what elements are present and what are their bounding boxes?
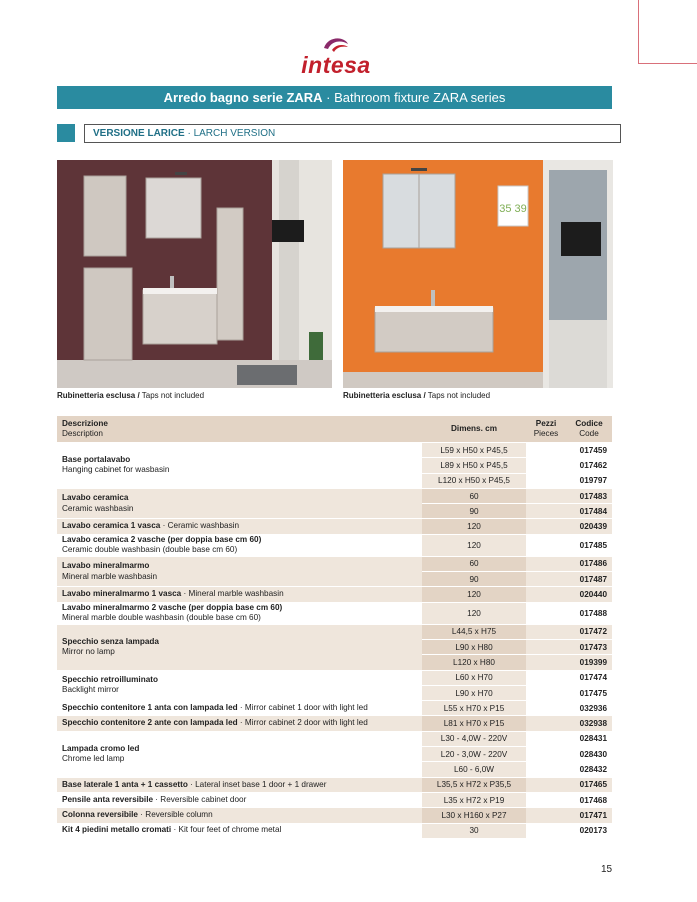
row-dimensions: 30: [422, 823, 526, 838]
row-dimensions: L20 - 3,0W - 220V: [422, 747, 526, 762]
row-code: 017484: [566, 504, 612, 519]
row-description: Kit 4 piedini metallo cromati · Kit four feet of chrome metal: [57, 823, 422, 838]
product-photo-left: [57, 160, 332, 388]
header-code: Codice Code: [566, 416, 612, 443]
brand-logo: [296, 34, 376, 80]
title-rest: · Bathroom fixture ZARA series: [322, 90, 506, 105]
row-dimensions: L30 - 4,0W - 220V: [422, 731, 526, 746]
table-row: [57, 792, 612, 807]
row-pieces: [526, 777, 566, 792]
row-description: Specchio contenitore 1 anta con lampada led · Mirror cabinet 1 door with light led: [57, 701, 422, 716]
header-description: Descrizione Description: [57, 416, 422, 443]
row-description: Lavabo ceramica 1 vasca · Ceramic washbasin: [57, 519, 422, 534]
version-heading: [84, 124, 621, 143]
row-code: 017488: [566, 602, 612, 624]
row-pieces: [526, 602, 566, 624]
row-code: 017474: [566, 670, 612, 685]
row-code: 017465: [566, 777, 612, 792]
row-pieces: [526, 504, 566, 519]
row-dimensions: L35 x H72 x P19: [422, 792, 526, 807]
row-code: 028431: [566, 731, 612, 746]
row-description: Base portalavabo Hanging cabinet for wasbasin: [57, 443, 422, 489]
row-description: Base laterale 1 anta + 1 cassetto · Lateral inset base 1 door + 1 drawer: [57, 777, 422, 792]
title-bold: Arredo bagno serie ZARA: [163, 90, 323, 105]
row-pieces: [526, 458, 566, 473]
row-code: 020440: [566, 587, 612, 602]
row-description: Lavabo mineralmarmo 1 vasca · Mineral marble washbasin: [57, 587, 422, 602]
table-row: [57, 443, 612, 458]
row-code: 017468: [566, 792, 612, 807]
row-dimensions: 120: [422, 587, 526, 602]
row-dimensions: L60 - 6,0W: [422, 762, 526, 777]
row-description: Pensile anta reversibile · Reversible cabinet door: [57, 792, 422, 807]
row-dimensions: L35,5 x H72 x P35,5: [422, 777, 526, 792]
row-pieces: [526, 685, 566, 700]
row-description: Specchio senza lampada Mirror no lamp: [57, 624, 422, 670]
row-code: 017472: [566, 624, 612, 639]
header-pieces: Pezzi Pieces: [526, 416, 566, 443]
row-pieces: [526, 670, 566, 685]
row-dimensions: 60: [422, 556, 526, 571]
row-dimensions: 90: [422, 504, 526, 519]
row-code: 017471: [566, 808, 612, 823]
row-pieces: [526, 762, 566, 777]
version-marker: [57, 124, 75, 142]
row-pieces: [526, 792, 566, 807]
table-row: [57, 488, 612, 503]
row-description: Lavabo ceramica Ceramic washbasin: [57, 488, 422, 519]
table-row: [57, 777, 612, 792]
row-pieces: [526, 823, 566, 838]
row-code: 020439: [566, 519, 612, 534]
bathroom-scene-right: [343, 160, 613, 388]
row-pieces: [526, 534, 566, 556]
product-photo-right: [343, 160, 613, 388]
corner-mark-vertical: [638, 0, 639, 64]
row-description: Lavabo mineralmarmo Mineral marble washbasin: [57, 556, 422, 587]
table-row: [57, 823, 612, 838]
row-pieces: [526, 556, 566, 571]
row-dimensions: L89 x H50 x P45,5: [422, 458, 526, 473]
poster-text: 35 39: [499, 203, 527, 215]
row-dimensions: L120 x H50 x P45,5: [422, 473, 526, 488]
table-row: [57, 808, 612, 823]
bathroom-scene-left: [57, 160, 332, 388]
row-dimensions: 120: [422, 602, 526, 624]
row-dimensions: 60: [422, 488, 526, 503]
row-code: 017459: [566, 443, 612, 458]
row-code: 028430: [566, 747, 612, 762]
table-body: [57, 443, 612, 839]
row-pieces: [526, 731, 566, 746]
version-bold: VERSIONE LARICE: [93, 128, 185, 139]
product-table: [57, 416, 612, 839]
table-row: [57, 556, 612, 571]
table-header-row: [57, 416, 612, 443]
row-dimensions: L120 x H80: [422, 655, 526, 670]
row-dimensions: L81 x H70 x P15: [422, 716, 526, 731]
row-dimensions: L59 x H50 x P45,5: [422, 443, 526, 458]
section-title-bar: [57, 86, 612, 109]
row-code: 017483: [566, 488, 612, 503]
header-dimensions: Dimens. cm: [422, 416, 526, 443]
row-dimensions: L30 x H160 x P27: [422, 808, 526, 823]
row-dimensions: L90 x H80: [422, 639, 526, 654]
row-dimensions: 120: [422, 534, 526, 556]
row-pieces: [526, 572, 566, 587]
row-pieces: [526, 639, 566, 654]
row-pieces: [526, 587, 566, 602]
photo-caption-right: Rubinetteria esclusa / Taps not included: [343, 391, 491, 400]
row-dimensions: 120: [422, 519, 526, 534]
row-code: 017473: [566, 639, 612, 654]
row-code: 017485: [566, 534, 612, 556]
row-pieces: [526, 701, 566, 716]
row-code: 017475: [566, 685, 612, 700]
row-pieces: [526, 624, 566, 639]
page-number: 15: [601, 864, 613, 875]
row-pieces: [526, 488, 566, 503]
row-dimensions: 90: [422, 572, 526, 587]
row-pieces: [526, 808, 566, 823]
brand-name: intesa: [301, 52, 371, 78]
row-code: 028432: [566, 762, 612, 777]
row-code: 019399: [566, 655, 612, 670]
row-dimensions: L90 x H70: [422, 685, 526, 700]
row-dimensions: L44,5 x H75: [422, 624, 526, 639]
row-dimensions: L55 x H70 x P15: [422, 701, 526, 716]
corner-mark-horizontal: [638, 63, 697, 64]
row-pieces: [526, 655, 566, 670]
table-row: [57, 670, 612, 685]
row-description: Lavabo mineralmarmo 2 vasche (per doppia base cm 60) Mineral marble double washbasin (double base cm 60): [57, 602, 422, 624]
row-description: Specchio retroilluminato Backlight mirror: [57, 670, 422, 701]
row-code: 017486: [566, 556, 612, 571]
row-description: Lampada cromo led Chrome led lamp: [57, 731, 422, 777]
row-code: 017462: [566, 458, 612, 473]
row-dimensions: L60 x H70: [422, 670, 526, 685]
row-pieces: [526, 747, 566, 762]
table-row: [57, 716, 612, 731]
row-code: 020173: [566, 823, 612, 838]
table-row: [57, 602, 612, 624]
table-row: [57, 534, 612, 556]
row-pieces: [526, 716, 566, 731]
row-code: 032936: [566, 701, 612, 716]
row-description: Specchio contenitore 2 ante con lampada led · Mirror cabinet 2 door with light led: [57, 716, 422, 731]
row-pieces: [526, 519, 566, 534]
row-description: Lavabo ceramica 2 vasche (per doppia base cm 60) Ceramic double washbasin (double base cm 60): [57, 534, 422, 556]
photo-caption-left: Rubinetteria esclusa / Taps not included: [57, 391, 205, 400]
table-row: [57, 701, 612, 716]
table-row: [57, 624, 612, 639]
row-description: Colonna reversibile · Reversible column: [57, 808, 422, 823]
version-rest: · LARCH VERSION: [184, 128, 276, 139]
row-pieces: [526, 473, 566, 488]
row-code: 017487: [566, 572, 612, 587]
logo-swirl-icon: [318, 34, 354, 54]
table-row: [57, 731, 612, 746]
row-pieces: [526, 443, 566, 458]
table-row: [57, 519, 612, 534]
table-row: [57, 587, 612, 602]
row-code: 019797: [566, 473, 612, 488]
row-code: 032938: [566, 716, 612, 731]
